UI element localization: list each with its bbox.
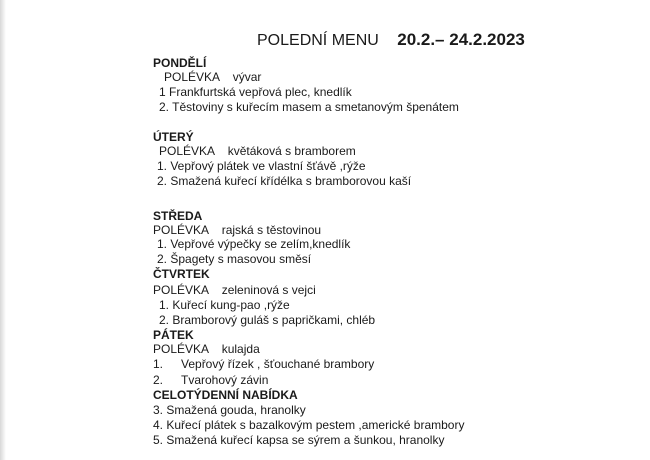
soup-dish: květáková s bramborem (227, 144, 356, 158)
menu-item: 1. Vepřový plátek ve vlastní šťávě ,rýže (157, 159, 366, 173)
soup-line-thursday (153, 283, 316, 297)
soup-label: POLÉVKA (159, 144, 215, 158)
menu-item: 3. Smažená gouda, hranolky (153, 403, 306, 417)
soup-line-monday (164, 70, 261, 84)
menu-item: 2. Smažená kuřecí křídélka s bramborovou kaší (157, 174, 412, 188)
menu-item: 2. Špagety s masovou směsí (157, 252, 312, 266)
soup-dish: zeleninová s vejci (221, 283, 316, 297)
page-title (257, 30, 525, 50)
soup-line-friday (153, 342, 260, 356)
soup-label: POLÉVKA (153, 283, 209, 297)
soup-dish: vývar (232, 70, 262, 84)
day-heading-monday: PONDĚLÍ (153, 56, 207, 70)
soup-label: POLÉVKA (164, 70, 220, 84)
scan-edge-shadow (0, 0, 6, 460)
day-heading-thursday: ČTVRTEK (153, 267, 210, 281)
menu-item: 4. Kuřecí plátek s bazalkovým pestem ,americké brambory (153, 418, 465, 432)
menu-item: 1. Kuřecí kung-pao ,rýže (159, 298, 290, 312)
day-heading-tuesday: ÚTERÝ (153, 130, 194, 144)
menu-item: 5. Smažená kuřecí kapsa se sýrem a šunkou, hranolky (153, 433, 445, 447)
menu-item-number: 2. (153, 373, 164, 387)
soup-dish: rajská s těstovinou (221, 223, 322, 237)
menu-item: 1. Vepřové výpečky se zelím,knedlík (157, 237, 351, 251)
soup-dish: kulajda (221, 342, 260, 356)
soup-line-tuesday (159, 144, 356, 158)
menu-item: 1 Frankfurtská vepřová plec, knedlík (159, 85, 352, 99)
menu-item-number: 1. (153, 357, 164, 371)
menu-item: 2. Bramborový guláš s papričkami, chléb (159, 313, 376, 327)
weekly-offer-heading: CELOTÝDENNÍ NABÍDKA (153, 388, 298, 402)
menu-item: Vepřový řízek , šťouchané brambory (181, 357, 375, 371)
day-heading-wednesday: STŘEDA (153, 209, 203, 223)
day-heading-friday: PÁTEK (153, 328, 194, 342)
soup-label: POLÉVKA (153, 342, 209, 356)
title-text: POLEDNÍ MENU (257, 32, 379, 49)
menu-item: 2. Těstoviny s kuřecím masem a smetanovým špenátem (159, 100, 459, 114)
menu-item: Tvarohový závin (181, 373, 269, 387)
soup-line-wednesday (153, 223, 321, 237)
soup-label: POLÉVKA (153, 223, 209, 237)
title-dates: 20.2.– 24.2.2023 (397, 30, 525, 49)
